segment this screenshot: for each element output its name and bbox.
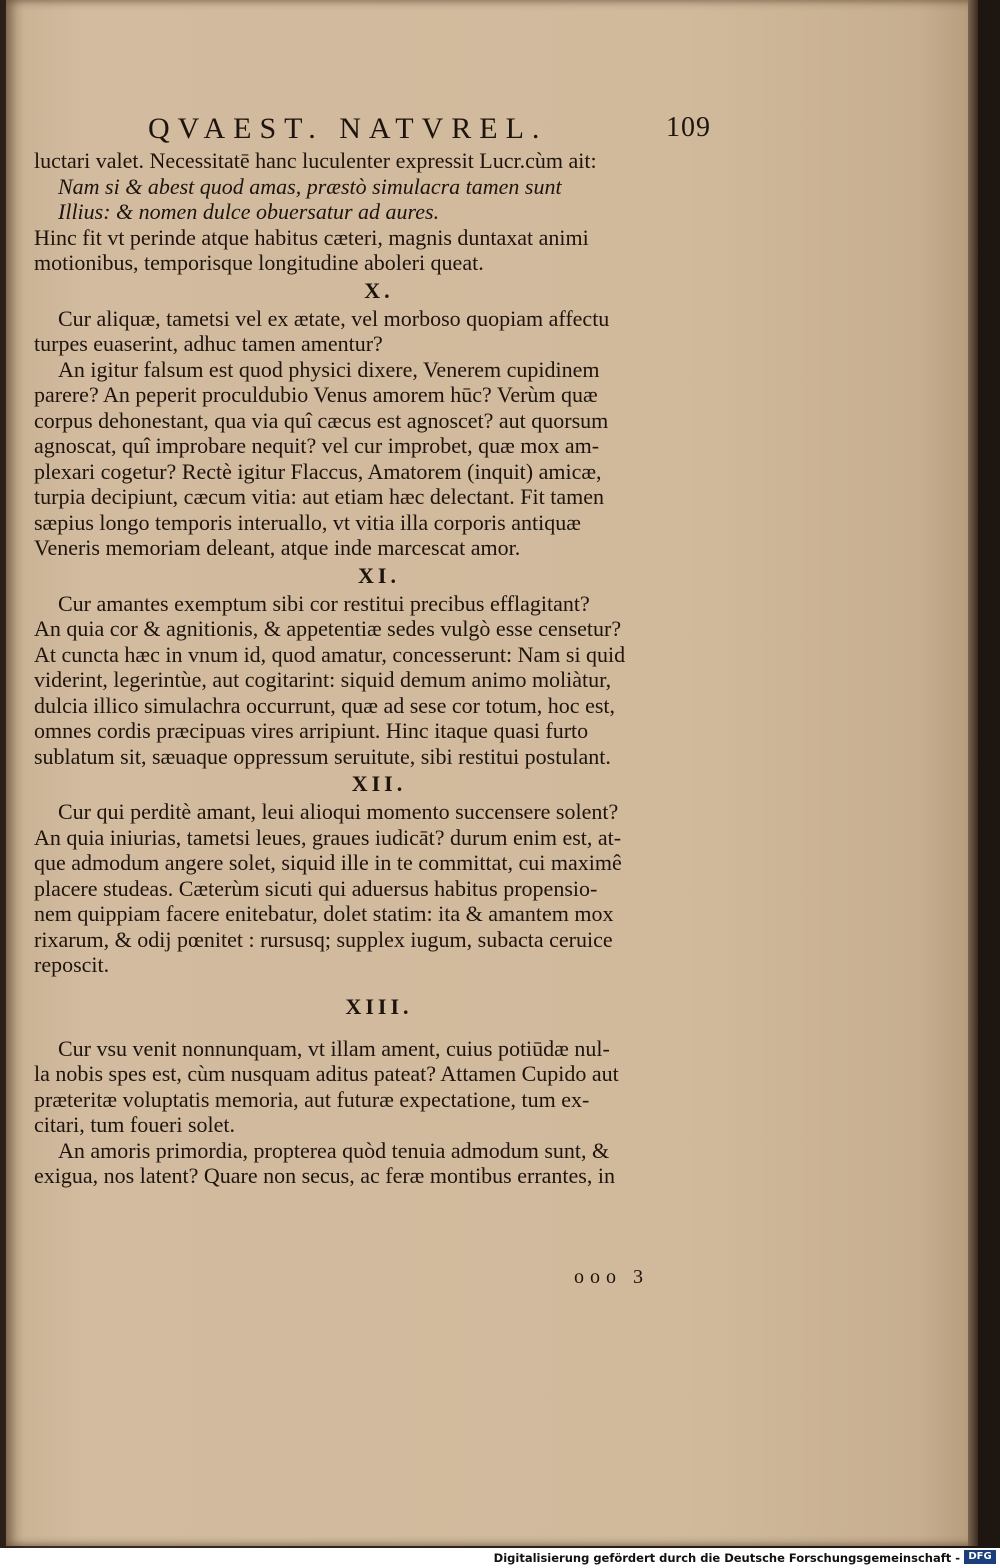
text-line: plexari cogetur? Rectè igitur Flaccus, Amatorem (inquit) amicæ, [34,458,602,484]
answer-line: An amoris primordia, propterea quòd tenuia admodum sunt, & [58,1137,610,1163]
text-line: sæpius longo temporis interuallo, vt vitia illa corporis antiquæ [34,509,581,535]
question-line: Cur vsu venit nonnunquam, vt illam ament, cuius potiūdæ nul- [58,1035,610,1061]
text-line: parere? An peperit proculdubio Venus amorem hūc? Verùm quæ [34,382,598,407]
text-line: At cuncta hæc in vnum id, quod amatur, concesserunt: Nam si quid [34,641,626,667]
text-line: citari, tum foueri solet. [34,1112,235,1137]
text-line: corpus dehonestant, qua via quî cæcus est agnoscet? aut quorsum [34,407,609,433]
text-line: nem quippiam facere enitebatur, dolet statim: ita & amantem mox [34,901,614,926]
answer-line: An igitur falsum est quod physici dixere, Venerem cupidinem [58,356,600,382]
question-line: Cur aliquæ, tametsi vel ex ætate, vel morboso quopiam affectu [58,305,610,331]
book-page [6,0,976,1546]
page-edge [968,0,978,1546]
text-line: reposcit. [34,952,110,977]
text-line: dulcia illico simulachra occurrunt, quæ ad sese cor totum, hoc est, [34,692,616,718]
verse-line: Nam si & abest quod amas, præstò simulacra tamen sunt [58,173,562,199]
text-line: que admodum angere solet, siquid ille in te committat, cui maximê [34,850,622,875]
section-number: X. [364,277,394,303]
text-line: præteritæ voluptatis memoria, aut futuræ expectatione, tum ex- [34,1086,590,1112]
text-line: exigua, nos latent? Quare non secus, ac feræ montibus errantes, in [34,1163,615,1188]
verse-line: Illius: & nomen dulce obuersatur ad aures. [58,199,440,224]
page-number: 109 [666,112,711,143]
signature-mark: ooo 3 [574,1266,649,1288]
text-line: agnoscat, quî improbare nequit? vel cur improbet, quæ mox am- [34,433,600,458]
text-line: luctari valet. Necessitatē hanc luculenter expressit Lucr.cùm ait: [34,148,597,173]
question-line: Cur amantes exemptum sibi cor restitui precibus efflagitant? [58,590,590,616]
text-line: turpes euaserint, adhuc tamen amentur? [34,331,383,356]
text-line: placere studeas. Cæterùm sicuti qui aduersus habitus propensio- [34,875,598,901]
running-head: QVAEST. NATVREL. [148,112,548,145]
dfg-logo-icon: DFG [964,1550,996,1564]
text-line: motionibus, temporisque longitudine aboleri queat. [34,250,484,275]
section-number: XII. [351,771,407,796]
section-number: XI. [358,562,400,588]
text-line: la nobis spes est, cùm nusquam aditus pateat? Attamen Cupido aut [34,1061,619,1086]
section-number: XIII. [345,993,413,1019]
spacer [34,978,724,992]
text-line: Veneris memoriam deleant, atque inde marcescat amor. [34,535,521,560]
question-line: Cur qui perditè amant, leui alioqui momento succensere solent? [58,799,619,824]
text-line: An quia iniurias, tametsi leues, graues iudicāt? durum enim est, at- [34,824,622,850]
body-text [34,148,724,1189]
text-line: turpia decipiunt, cæcum vitia: aut etiam hæc delectant. Fit tamen [34,484,605,509]
text-line: Hinc fit vt perinde atque habitus cæteri, magnis duntaxat animi [34,224,589,250]
text-line: An quia cor & agnitionis, & appetentiæ sedes vulgò esse censetur? [34,616,622,641]
text-line: rixarum, & odij pœnitet : rursusq; supplex iugum, subacta ceruice [34,926,613,952]
spacer [34,1022,724,1036]
text-line: viderint, legerintùe, aut cogitarint: siquid demum animo moliàtur, [34,667,612,692]
footer-credit: Digitalisierung gefördert durch die Deutsche Forschungsgemeinschaft - [493,1551,960,1565]
text-line: omnes cordis præcipuas vires arripiunt. Hinc itaque quasi furto [34,718,589,743]
text-line: sublatum sit, sæuaque oppressum seruitute, sibi restitui postulant. [34,743,611,769]
